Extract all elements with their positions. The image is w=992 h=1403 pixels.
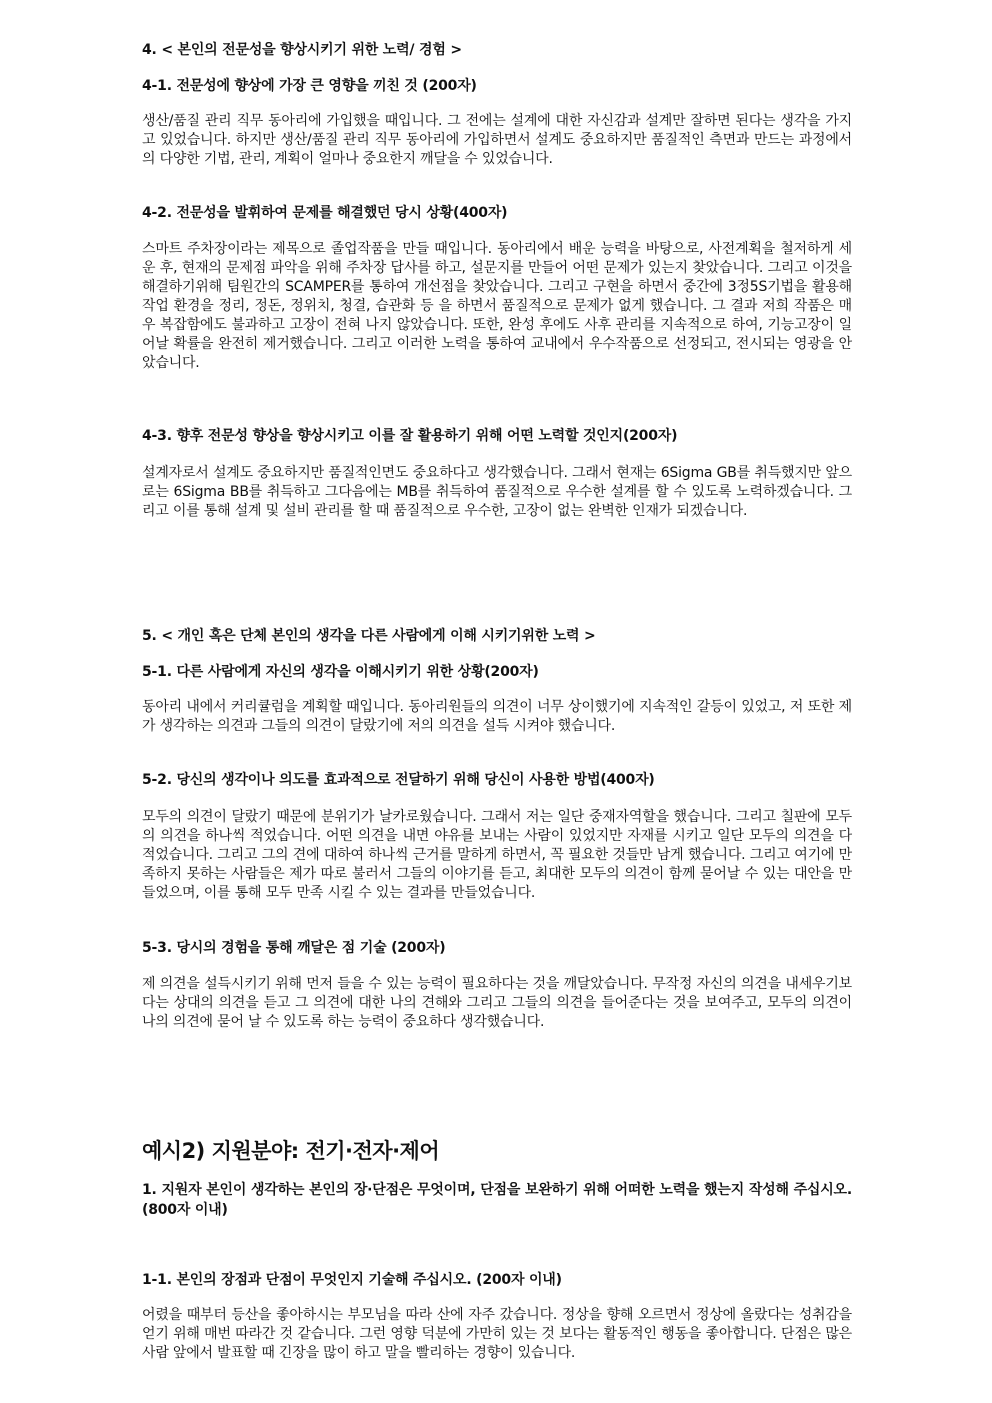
question-5-2-title: 5-2. 당신의 생각이나 의도를 효과적으로 전달하기 위해 당신이 사용한 방법(400자) <box>142 772 655 788</box>
question-4-2-title: 4-2. 전문성을 발휘하여 문제를 해결했던 당시 상황(400자) <box>142 205 508 221</box>
answer-1-1-text: 어렸을 때부터 등산을 좋아하시는 부모님을 따라 산에 자주 갔습니다. 정상을 향해 오르면서 정상에 올랐다는 성취감을 얻기 위해 매번 따라간 것 같습니다. 그런 영향 덕분에 가만히 있는 것 보다는 활동적인 행동을 좋아합니다. 단점은 많은 사람 앞에서 발표할 때 긴장을 많이 하고 말을 빨리하는 경향이 있습니다. <box>142 1307 852 1361</box>
answer-4-3-text: 설계자로서 설계도 중요하지만 품질적인면도 중요하다고 생각했습니다. 그래서 현재는 6Sigma GB를 취득했지만 앞으로는 6Sigma BB를 취득하고 그다음에는 MB를 취득하여 품질적으로 우수한 설계를 할 수 있도록 노력하겠습니다. 그리고 이를 통해 설계 및 설비 관리를 할 때 품질적으로 우수한, 고장이 없는 완벽한 인재가 되겠습니다. <box>142 465 852 519</box>
question-4-1-title: 4-1. 전문성에 향상에 가장 큰 영향을 끼친 것 (200자) <box>142 78 477 94</box>
example-2-title: 예시2) 지원분야: 전기·전자·제어 <box>142 1139 440 1163</box>
section-5-title: 5. < 개인 혹은 단체 본인의 생각을 다른 사람에게 이해 시키기위한 노력 > <box>142 628 596 644</box>
question-5-3-title: 5-3. 당시의 경험을 통해 깨달은 점 기술 (200자) <box>142 940 446 956</box>
answer-4-2-text: 스마트 주차장이라는 제목으로 졸업작품을 만들 때입니다. 동아리에서 배운 능력을 바탕으로, 사전계획을 철저하게 세운 후, 현재의 문제점 파악을 위해 주차장 답사를 하고, 설문지를 만들어 어떤 문제가 있는지 찾았습니다. 그리고 이것을 해결하기위해 팀원간의 SCAMPER를 통하여 개선점을 찾았습니다. 그리고 구현을 하면서 중간에 3정5S기법을 활용해 작업 환경을 정리, 정돈, 정위치, 청결, 습관화 등 을 하면서 품질적으로 문제가 없게 했습니다. 그 결과 저희 작품은 매우 복잡함에도 불과하고 고장이 전혀 나지 않았습니다. 또한, 완성 후에도 사후 관리를 지속적으로 하여, 기능고장이 일어날 확률을 완전히 제거했습니다. 그리고 이러한 노력을 통하여 교내에서 우수작품으로 선정되고, 전시되는 영광을 안았습니다. <box>142 241 852 371</box>
question-4-3-title: 4-3. 향후 전문성 향상을 향상시키고 이를 잘 활용하기 위해 어떤 노력할 것인지(200자) <box>142 428 678 444</box>
section-4-title: 4. < 본인의 전문성을 향상시키기 위한 노력/ 경험 > <box>142 42 462 58</box>
answer-5-1-text: 동아리 내에서 커리큘럼을 계획할 때입니다. 동아리원들의 의견이 너무 상이했기에 지속적인 갈등이 있었고, 저 또한 제가 생각하는 의견과 그들의 의견이 달랐기에 저의 의견을 설득 시켜야 했습니다. <box>142 699 852 734</box>
answer-4-1-text: 생산/품질 관리 직무 동아리에 가입했을 때입니다. 그 전에는 설계에 대한 자신감과 설계만 잘하면 된다는 생각을 가지고 있었습니다. 하지만 생산/품질 관리 직무 동아리에 가입하면서 설계도 중요하지만 품질적인 측면과 만드는 과정에서의 다양한 기법, 관리, 계획이 얼마나 중요한지 깨달을 수 있었습니다. <box>142 113 852 167</box>
question-5-1-title: 5-1. 다른 사람에게 자신의 생각을 이해시키기 위한 상황(200자) <box>142 664 539 680</box>
question-1-1-title: 1-1. 본인의 장점과 단점이 무엇인지 기술해 주십시오. (200자 이내) <box>142 1272 562 1288</box>
answer-5-2-text: 모두의 의견이 달랐기 때문에 분위기가 날카로웠습니다. 그래서 저는 일단 중재자역할을 했습니다. 그리고 칠판에 모두의 의견을 하나씩 적었습니다. 어떤 의견을 내면 야유를 보내는 사람이 있었지만 자재를 시키고 일단 모두의 의견을 다 적었습니다. 그리고 그의 견에 대하여 하나씩 근거를 말하게 하면서, 꼭 필요한 것들만 남게 했습니다. 그리고 여기에 만족하지 못하는 사람들은 제가 따로 불러서 그들의 이야기를 듣고, 최대한 모두의 의견이 함께 묻어날 수 있는 대안을 만들었으며, 이를 통해 모두 만족 시킬 수 있는 결과를 만들었습니다. <box>142 809 852 901</box>
question-1-title: 1. 지원자 본인이 생각하는 본인의 장·단점은 무엇이며, 단점을 보완하기 위해 어떠한 노력을 했는지 작성해 주십시오.(800자 이내) <box>142 1182 852 1218</box>
answer-5-3-text: 제 의견을 설득시키기 위해 먼저 들을 수 있는 능력이 필요하다는 것을 깨달았습니다. 무작정 자신의 의견을 내세우기보다는 상대의 의견을 듣고 그 의견에 대한 나의 견해와 그리고 그들의 의견을 들어준다는 것을 보여주고, 모두의 의견이 나의 의견에 묻어 날 수 있도록 하는 능력이 중요하다 생각했습니다. <box>142 976 852 1030</box>
